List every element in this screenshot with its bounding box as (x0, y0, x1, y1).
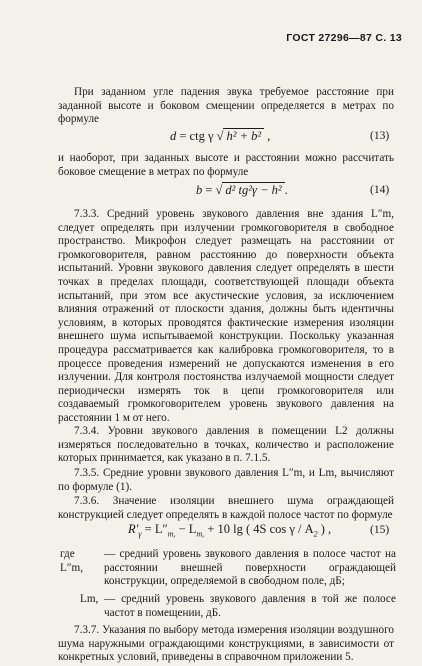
paragraph-7-3-6: 7.3.6. Значение изоляции внешнего шума ограждающей конструкцией следует определять в каждой полосе частот по формуле (58, 495, 394, 521)
equation-14: b = √ d² tg²γ − h² . (196, 183, 288, 197)
equation-14-number: (14) (370, 184, 390, 196)
definition-where: где L″m, (60, 548, 83, 574)
paragraph-7-3-5: 7.3.5. Средние уровни звукового давления L″m, и Lm, вычисляют по формуле (1). (58, 467, 394, 493)
definition-symbol-2: Lm, (80, 593, 99, 605)
paragraph-7-3-7: 7.3.7. Указания по выбору метода измерения изоляции воздушного шума наружными ограждающими конструкциями, в зависимости от конкретных условий, приведены в справочном приложении 5. (58, 624, 394, 664)
definition-text-2: — средний уровень звукового давления в той же полосе частот в помещении, дБ. (104, 593, 396, 619)
equation-13-number: (13) (370, 130, 390, 142)
equation-15: $R'_\gamma = L''_{m,} - L_{m,} + 10$ lg ( 4S cos γ / $A_2$ ) , (128, 522, 332, 539)
page-header: ГОСТ 27296—87 С. 13 (286, 32, 402, 44)
equation-15-number: (15) (370, 524, 390, 536)
paragraph-inverse: и наоборот, при заданных высоте и расстоянии можно рассчитать боковое смещение в метрах по формуле (58, 152, 394, 178)
paragraph-intro: При заданном угле падения звука требуемое расстояние при заданной высоте и боковом смещении определяется в метрах по формуле (58, 86, 394, 126)
equation-13: d = ctg γ √ h² + b² , (170, 129, 271, 143)
paragraph-7-3-4: 7.3.4. Уровни звукового давления в помещении L2 должны измеряться последовательно в точках, количество и расположение которых принимается, как указано в п. 7.1.5. (58, 425, 394, 465)
definition-row-1 (0, 548, 422, 588)
paragraph-7-3-3: 7.3.3. Средний уровень звукового давления вне здания L″m, следует определять при излучении громкоговорителя в свободное пространство. Микрофон следует размещать на расстоянии от громкоговорителя, равном расстоянию до поверхности объекта испытаний. Уровни звукового давления следует определять в шести точках в пределах площади, соответствующей площади объекта испытаний, при этом все акустические условия, за исключением влияния отражений от плоскости здания, должны быть идентичны условиям, в которых проводятся фактические измерения изоляции внешнего шума испытываемой конструкции. Поскольку указанная процедура рассматривается как калибровка громкоговорителя, то в процессе проведения измерений не допускаются изменения в его излучении. Для контроля постоянства излучаемой мощности следует периодически измерять ток в цепи громкоговорителя или создаваемый громкоговорителем уровень звукового давления на расстоянии 1 м от него. (58, 208, 394, 424)
definition-row-2 (0, 593, 422, 621)
definition-text-1: — средний уровень звукового давления в полосе частот на расстоянии внешней поверхности ограждающей конструкции, определяемой в свободном поле, дБ; (104, 548, 396, 588)
